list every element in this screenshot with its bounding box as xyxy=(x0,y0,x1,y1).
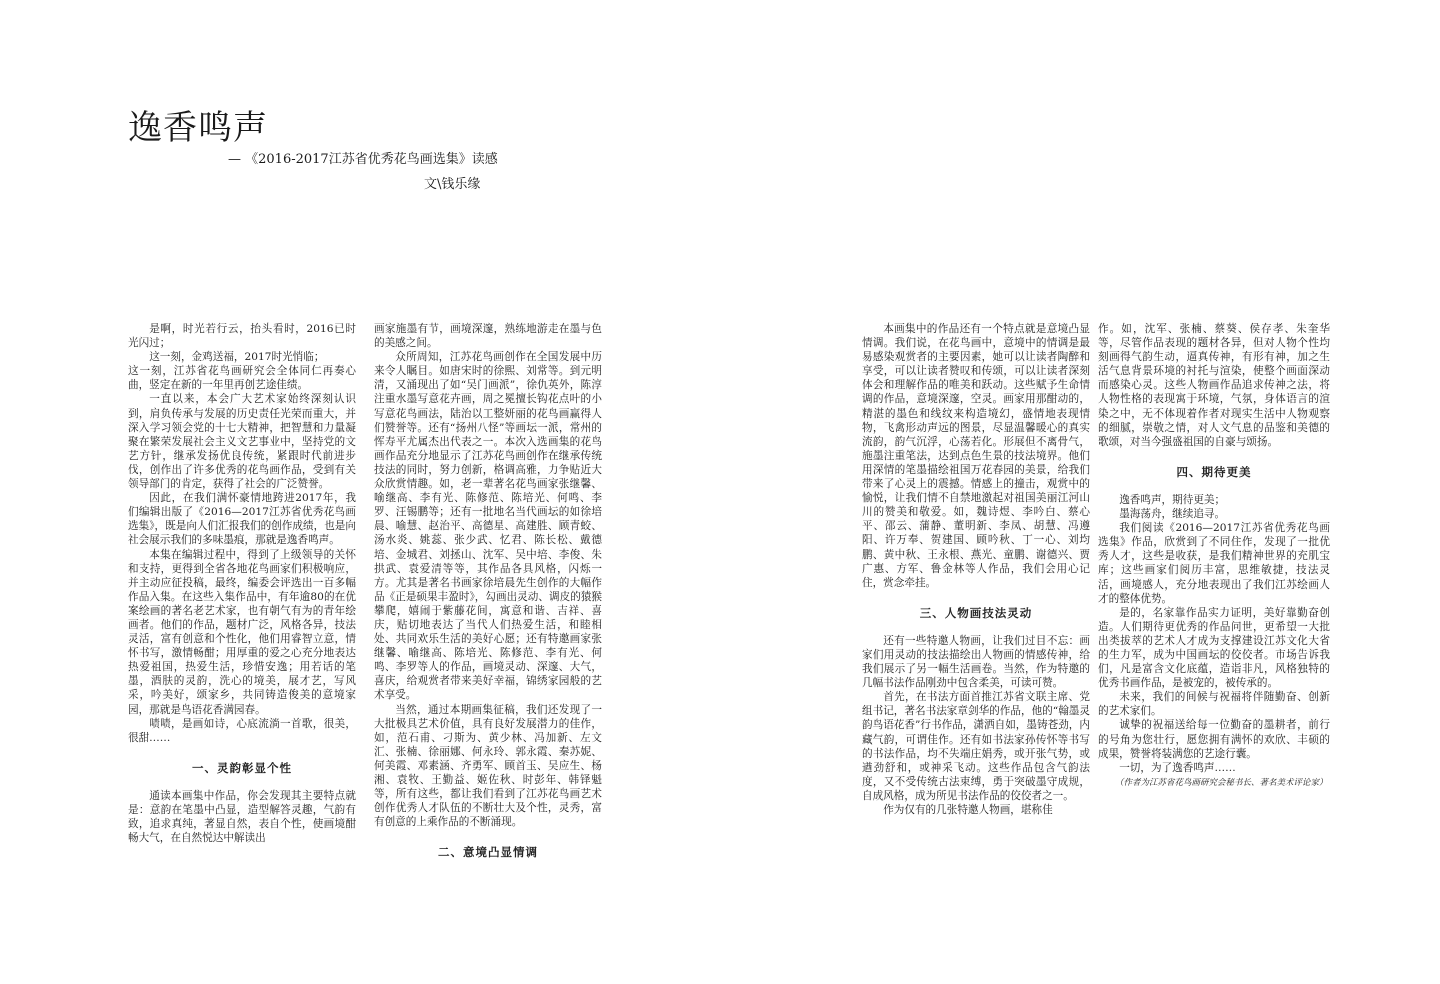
paragraph: 我们阅读《2016—2017江苏省优秀花鸟画选集》作品，欣赏到了不同住作，发现了一批优秀人才，这些是收获，是我们精神世界的充肌宝库；这些画家们阅历丰富，思维敏捷，技法灵活，画境感人，充分地表现出了我们江苏绘画人才的整体优势。 xyxy=(1098,522,1330,605)
text-column-1 xyxy=(128,322,356,845)
section-heading: 二、意境凸显情调 xyxy=(438,845,538,860)
paragraph: 这一刻，江苏省花鸟画研究会全体同仁再奏心曲，竖定在新的一年里再创艺途佳绩。 xyxy=(128,365,356,392)
paragraph: 啧啧，是画如诗，心底流淌一首歌，很美，很甜…… xyxy=(128,717,356,744)
paragraph: 首先，在书法方面首推江苏省文联主席、党组书记，著名书法家章剑华的作品，他的“翰墨灵韵鸟语花香”行书作品，潇洒自如，墨铸苍劲，内藏气韵，可谓佳作。还有如书法家孙传怀等书写的书法作品，均不失端庄娟秀，或开张气势，或遒劲舒和，或神采飞动。这些作品包含气韵法度，又不受传统古法束缚，勇于突破墨守成规，自成风格，成为所见书法作品的佼佼者之一。 xyxy=(862,691,1090,802)
paragraph: 一切，为了逸香鸣声…… xyxy=(1119,761,1236,774)
paragraph: 画家施墨有节，画境深邃，熟练地游走在墨与色的美感之间。 xyxy=(374,323,602,350)
paragraph: 本画集中的作品还有一个特点就是意境凸显情调。我们说，在花鸟画中，意境中的情调是最易感染观赏者的主要因素，她可以让读者陶醉和享受，可以让读者赞叹和传颂，可以让读者深刻体会和理解作品的唯美和跃动。这些赋予生命情调的作品，意境深邃，空灵。画家用那酣动的，精湛的墨色和线纹来构造境幻，盛情地表现情物，飞禽形动声远的图景，尽显温馨暖心的真实流韵，韵气沉浮，心荡若化。形展但不离骨气，施墨注重笔法，达到点色生景的技法境界。他们用深情的笔墨描绘祖国万花春园的美景，给我们带来了心灵上的震撼。情感上的撞击，观赏中的愉悦，让我们情不自禁地激起对祖国美丽江河山川的赞美和敬爱。如，魏诗煜、李吟白、蔡心平、邵云、蒲静、董明新、李凤、胡慧、冯遵阳、许万奉、贺建国、顾吟秋、丁一心、刘均鹏、黄中秋、王永根、燕光、童鹏、谢德兴、贾广惠、方军、鲁金林等人作品，我们会用心记住，赏念牵挂。 xyxy=(862,323,1090,589)
section-heading: 一、灵韵彰显个性 xyxy=(192,760,292,775)
text-column-4 xyxy=(1098,322,1330,789)
paragraph: 通读本画集中作品，你会发现其主要特点就是：意韵在笔墨中凸显，造型解答灵趣，气韵有致，追求真纯，著显自然，表自个性，使画境酣畅大气，在自然悦达中解读出 xyxy=(128,789,356,845)
article-author: 文\钱乐缘 xyxy=(424,177,481,192)
paragraph: 因此，在我们满怀豪情地跨进2017年，我们编辑出版了《2016—2017江苏省优秀花鸟画选集》，既是向人们汇报我们的创作成绩，也是向社会展示我们的多味墨痕，那就是逸香鸣声。 xyxy=(128,492,356,547)
paragraph: 是的，名家靠作品实力证明，美好靠勤奋创造。人们期待更优秀的作品问世，更希望一大批出类拔萃的艺术人才成为支撑建设江苏文化大省的生力军，成为中国画坛的佼佼者。市场告诉我们，凡是富含文化底蕴，造诣非凡，风格独特的优秀书画作品，是被宠的，被传承的。 xyxy=(1098,606,1330,690)
paragraph: 未来，我们的间候与祝福将伴随勤奋、创新的艺术家们。 xyxy=(1098,691,1330,718)
author-note: （作者为江苏省花鸟画研究会秘书长、著名美术评论家） xyxy=(1115,777,1328,788)
paragraph: 逸香鸣声，期待更美； xyxy=(1119,493,1226,506)
paragraph: 当然，通过本期画集征稿，我们还发现了一大批极具艺术价值，具有良好发展潜力的佳作，如，范石甫、刁斯为、黄少林、冯加新、左文汇、张楠、徐丽娜、何永玲、郭永霞、秦苏妮、何美霞、邓素涵、齐勇军、顾首玉、吴应生、杨湘、袁牧、王勤益、姬佐秋、时彭年、韩铎魁等，所有这些，都让我们看到了江苏花鸟画艺术创作优秀人才队伍的不断壮大及个性，灵秀，富有创意的上乘作品的不断涌现。 xyxy=(374,703,602,829)
section-heading: 三、人物画技法灵动 xyxy=(919,605,1033,620)
paragraph: 一直以来，本会广大艺术家始终深刻认识到，肩负传承与发展的历史责任光荣而重大，并深入学习领会党的十七大精神，把智慧和力量凝聚在繁荣发展社会主义文艺事业中，坚持党的文艺方针，继承发扬优良传统，紧跟时代前进步伐，创作出了许多优秀的花鸟画作品，受到有关领导部门的肯定，获得了社会的广泛赞誉。 xyxy=(128,393,356,491)
paragraph: 本集在编辑过程中，得到了上级领导的关怀和支持，更得到全省各地花鸟画家们积极响应，并主动应征投稿，最终，编委会评选出一百多幅作品入集。在这些入集作品中，有年逾80的在优案绘画的著名老艺术家，也有朝气有为的青年绘画者。他们的作品，题材广泛，风格各异，技法灵活，富有创意和个性化，他们用睿智立意，情怀书写，激情畅酣；用厚重的爱之心充分地表达热爱祖国，热爱生活，珍惜安逸；用若话的笔墨，酒肤的灵韵，洗心的境美，展才艺，写风采，吟美好，颂家乡，共同铸造俊美的意境家园，那就是鸟语花香满园春。 xyxy=(128,548,356,716)
paragraph: 是啊，时光若行云，抬头看时，2016已时光闪过； xyxy=(128,323,356,350)
paragraph: 众所周知，江苏花鸟画创作在全国发展中历来令人瞩目。如唐宋时的徐熙、刘常等。到元明清，又涌现出了如“吴门画派”，徐仇英外，陈淳注重水墨写意花卉画，周之冕擅长钩花点叶的小写意花鸟画法，陆治以工整妍丽的花鸟画赢得人们赞誉等。还有“扬州八怪”等画坛一派，常州的恽寿平尤属杰出代表之一。本次入选画集的花鸟画作品充分地显示了江苏花鸟画创作在继承传统技法的同时，努力创新，格调高雅，力争贴近大众欣赏情趣。如，老一辈著名花鸟画家张继馨、喻继高、李有光、陈修范、陈培光、何鸣、李罗、汪锡鹏等；还有一批地名当代画坛的如徐培晨、喻慧、赵治平、高德星、高建胜、顾青蛟、汤水炎、姚蕊、张少武、忆君、陈长松、戴德培、金城君、刘拯山、沈军、吴中培、李俊、朱拱武、袁爱清等等，其作品各具风格，闪烁一方。尤其是著名书画家徐培晨先生创作的大幅作品《正是硕果丰盈时》，勾画出灵动、调皮的猿猴攀爬，嬉闹于紫藤花间，寓意和谐、吉祥、喜庆，贴切地表达了当代人们热爱生活，和睦相处、共同欢乐生活的美好心愿；还有特邀画家张继馨、喻继高、陈培光、陈修范、李有光、何鸣、李罗等人的作品，画境灵动、深邃、大气，喜庆，给观赏者带来美好幸福，锦绣家园般的艺术享受。 xyxy=(374,351,602,702)
paragraph: 作为仅有的几张特邀人物画，堪称佳 xyxy=(883,804,1053,816)
section-heading: 四、期待更美 xyxy=(1176,464,1252,479)
text-column-2 xyxy=(374,322,602,873)
paragraph: 诚挚的祝福送给每一位勤奋的墨耕者，前行的号角为您壮行，愿您拥有满怀的欢欣、丰硕的成果，赞誉将装满您的艺途行囊。 xyxy=(1098,719,1330,760)
paragraph: 这一刻，金鸡送福，2017时光悄临； xyxy=(149,351,325,364)
article-title: 逸香鸣声 xyxy=(128,108,268,148)
paragraph: 还有一些特邀人物画，让我们过目不忘：画家们用灵动的技法描绘出人物画的情感传神，给我们展示了另一幅生活画卷。当然，作为特邀的几幅书法作品刚劲中包含柔美，可读可赞。 xyxy=(862,634,1090,690)
article-subtitle: — 《2016-2017江苏省优秀花鸟画选集》读感 xyxy=(228,152,498,167)
paragraph: 作。如，沈军、张楠、蔡葵、侯存孝、朱奎华等，尽管作品表现的题材各异，但对人物个性均刻画得气韵生动，逼真传神，有形有神，加之生活气息背景环境的衬托与渲染，使整个画面深动而感染心灵。这些人物画作品追求传神之法，将人物性格的表现寓于环境，气氛，身体语言的渲染之中，无不体现着作者对现实生活中人物观察的细腻，崇敬之情，对人文气息的品鉴和美德的歌颂，对当今强盛祖国的自豪与颂扬。 xyxy=(1098,323,1330,448)
text-column-3 xyxy=(862,322,1090,817)
paragraph: 墨海荡舟，继续追寻。 xyxy=(1119,508,1226,521)
